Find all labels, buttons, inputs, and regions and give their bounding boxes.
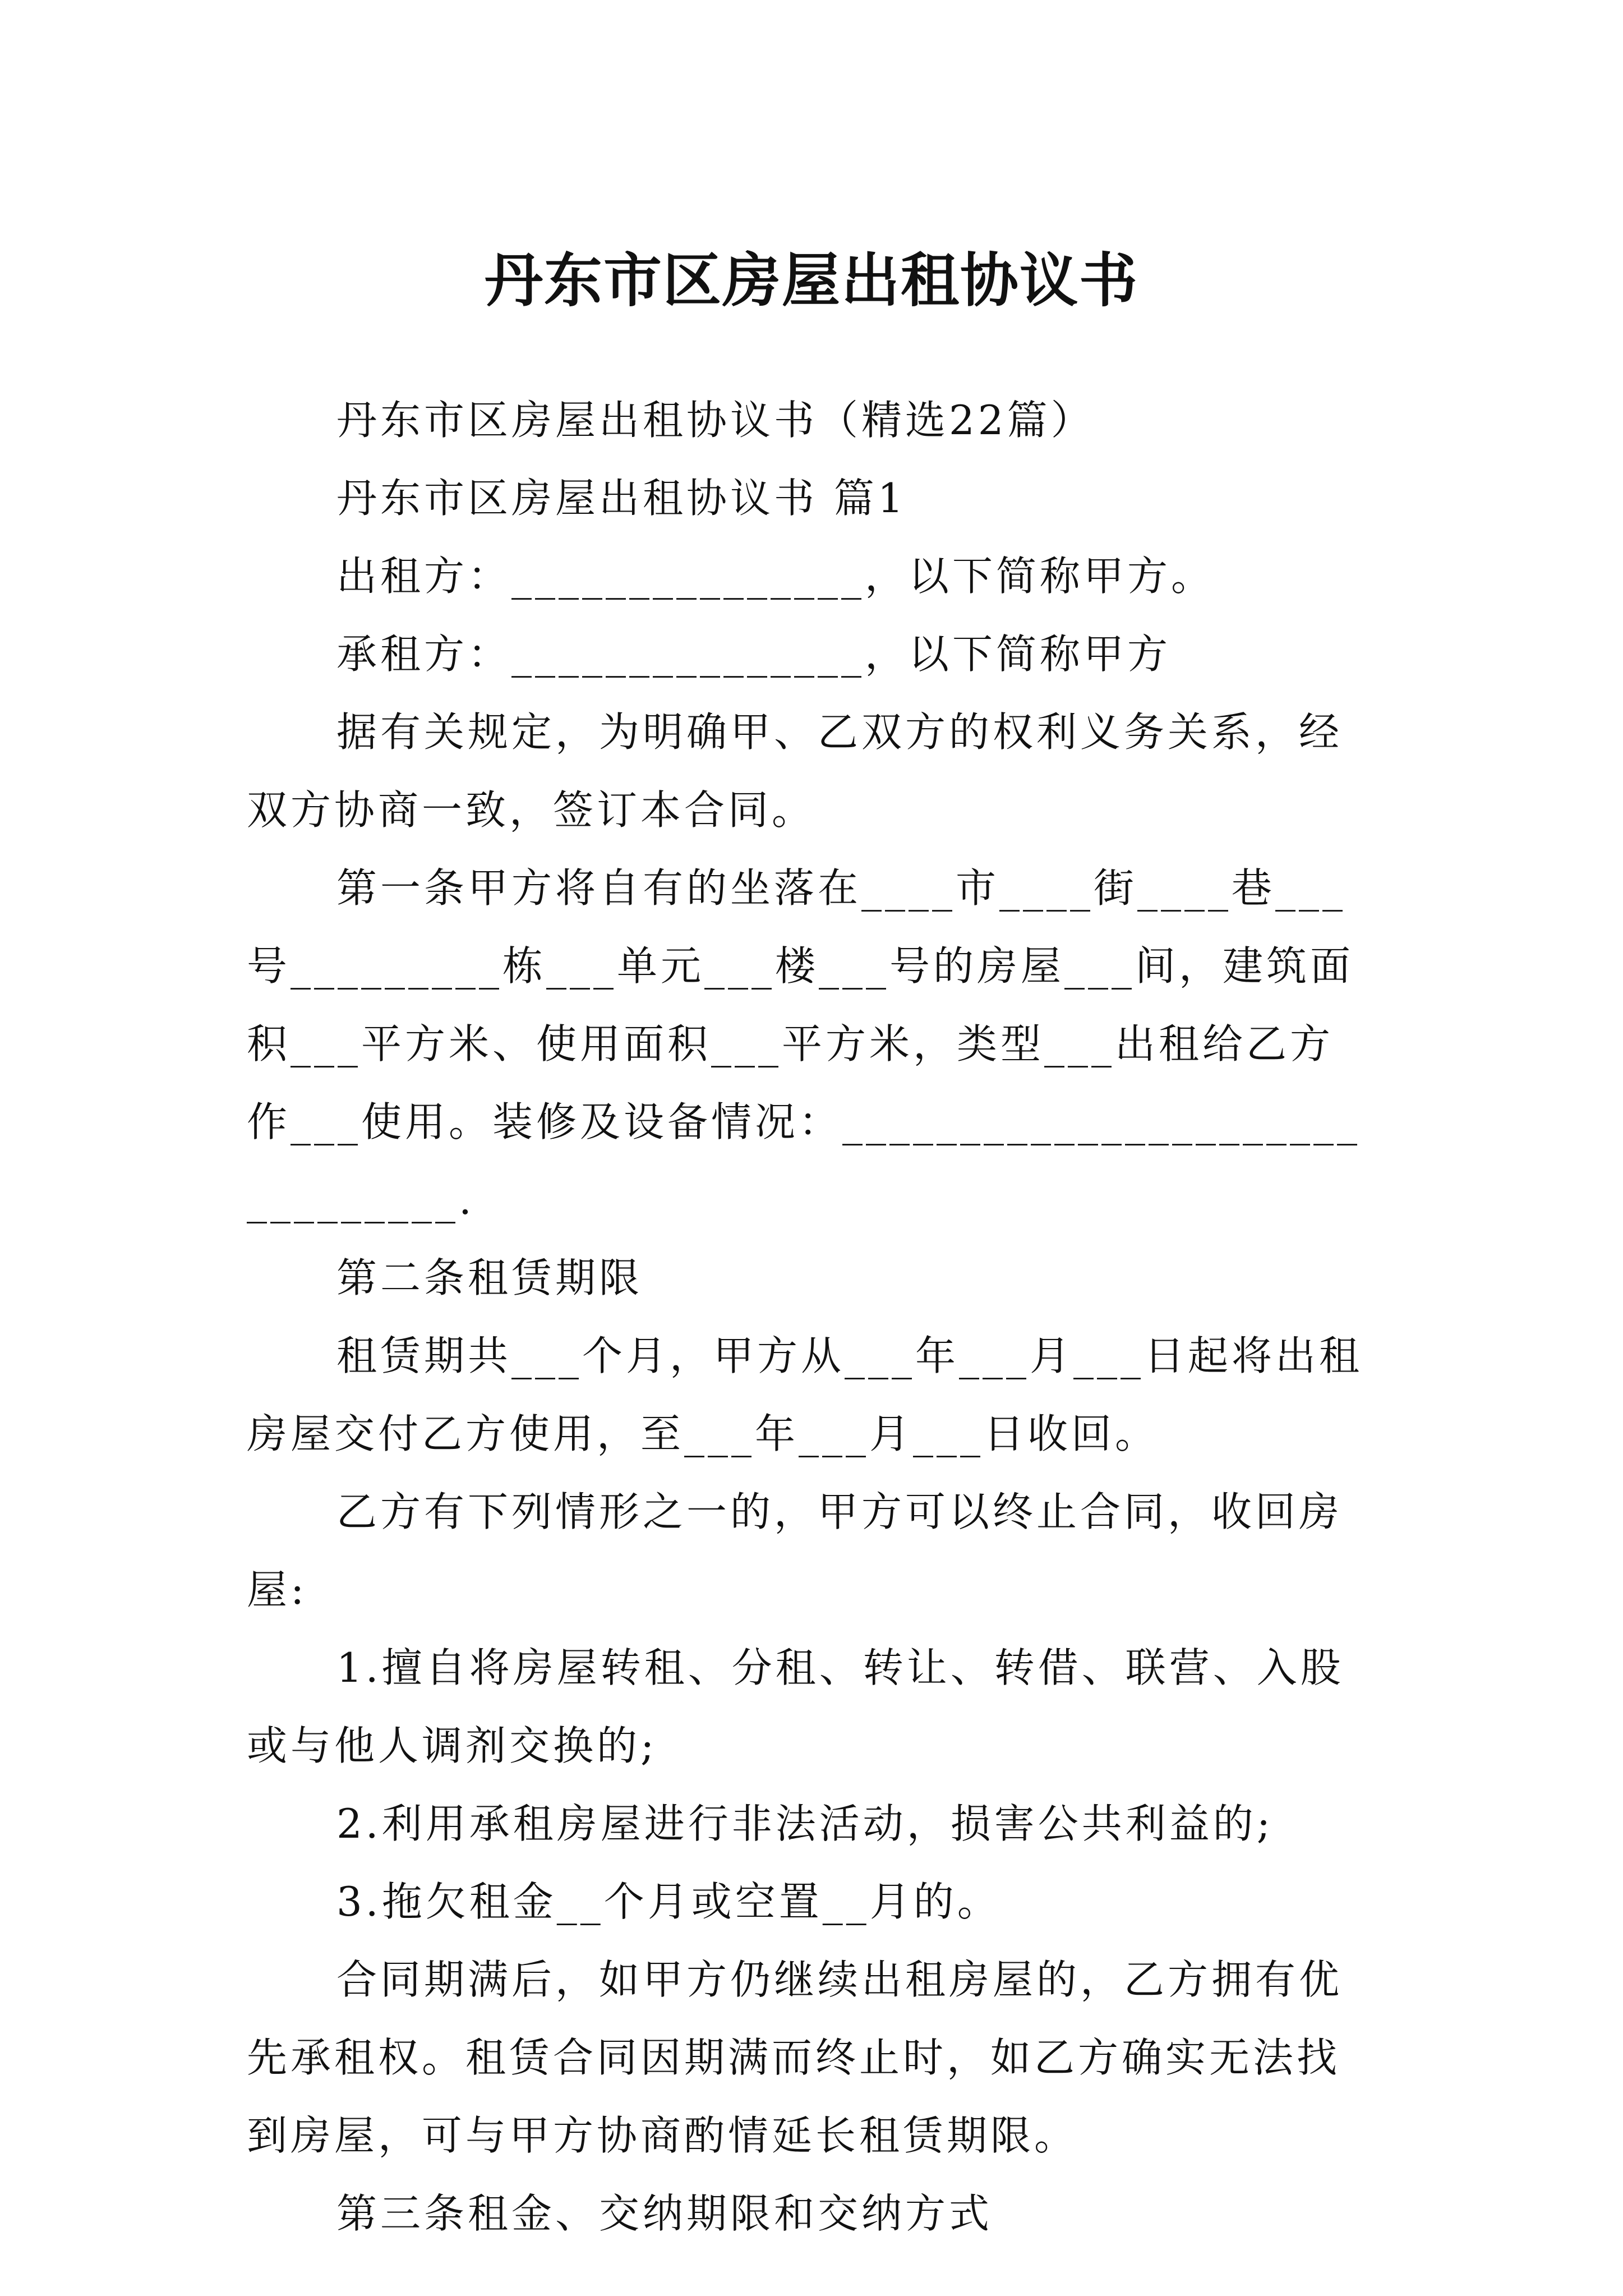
paragraph-renewal: 合同期满后，如甲方仍继续出租房屋的，乙方拥有优先承租权。租赁合同因期满而终止时，如乙方确实无法找到房屋，可与甲方协商酌情延长租赁期限。 (247, 1956, 1343, 2159)
paragraph-lessee: 承租方：_______________，以下简称甲方 (336, 631, 1172, 678)
paragraph-condition-3: 3.拖欠租金__个月或空置__月的。 (336, 1878, 1001, 1925)
paragraph-article-2-heading: 第二条租赁期限 (336, 1254, 643, 1301)
paragraph-lease-term: 租赁期共___个月，甲方从___年___月___日起将出租房屋交付乙方使用，至___年___月___日收回。 (247, 1332, 1363, 1457)
paragraph-condition-2: 2.利用承租房屋进行非法活动，损害公共利益的; (336, 1800, 1274, 1847)
paragraph-article-1: 第一条甲方将自有的坐落在____市____街____巷___号_________栋___单元___楼___号的房屋___间，建筑面积___平方米、使用面积___平方米，类型___出租给乙方作___使用。装修及设备情况：_______________________________. (247, 864, 1361, 1223)
paragraph-subtitle: 丹东市区房屋出租协议书（精选22篇） (336, 397, 1095, 444)
paragraph-lessor: 出租方：_______________，以下简称甲方。 (336, 553, 1215, 600)
paragraph-preamble: 据有关规定，为明确甲、乙双方的权利义务关系，经双方协商一致，签订本合同。 (247, 708, 1343, 834)
paragraph-termination-conditions: 乙方有下列情形之一的，甲方可以终止合同，收回房屋: (247, 1488, 1343, 1613)
paragraph-section-heading: 丹东市区房屋出租协议书 篇1 (336, 475, 907, 522)
paragraph-condition-1: 1.擅自将房屋转租、分租、转让、转借、联营、入股或与他人调剂交换的; (247, 1644, 1344, 1769)
paragraph-article-3-heading: 第三条租金、交纳期限和交纳方式 (336, 2190, 993, 2237)
document-body (247, 381, 1376, 2253)
document-title: 丹东市区房屋出租协议书 (484, 245, 1138, 315)
